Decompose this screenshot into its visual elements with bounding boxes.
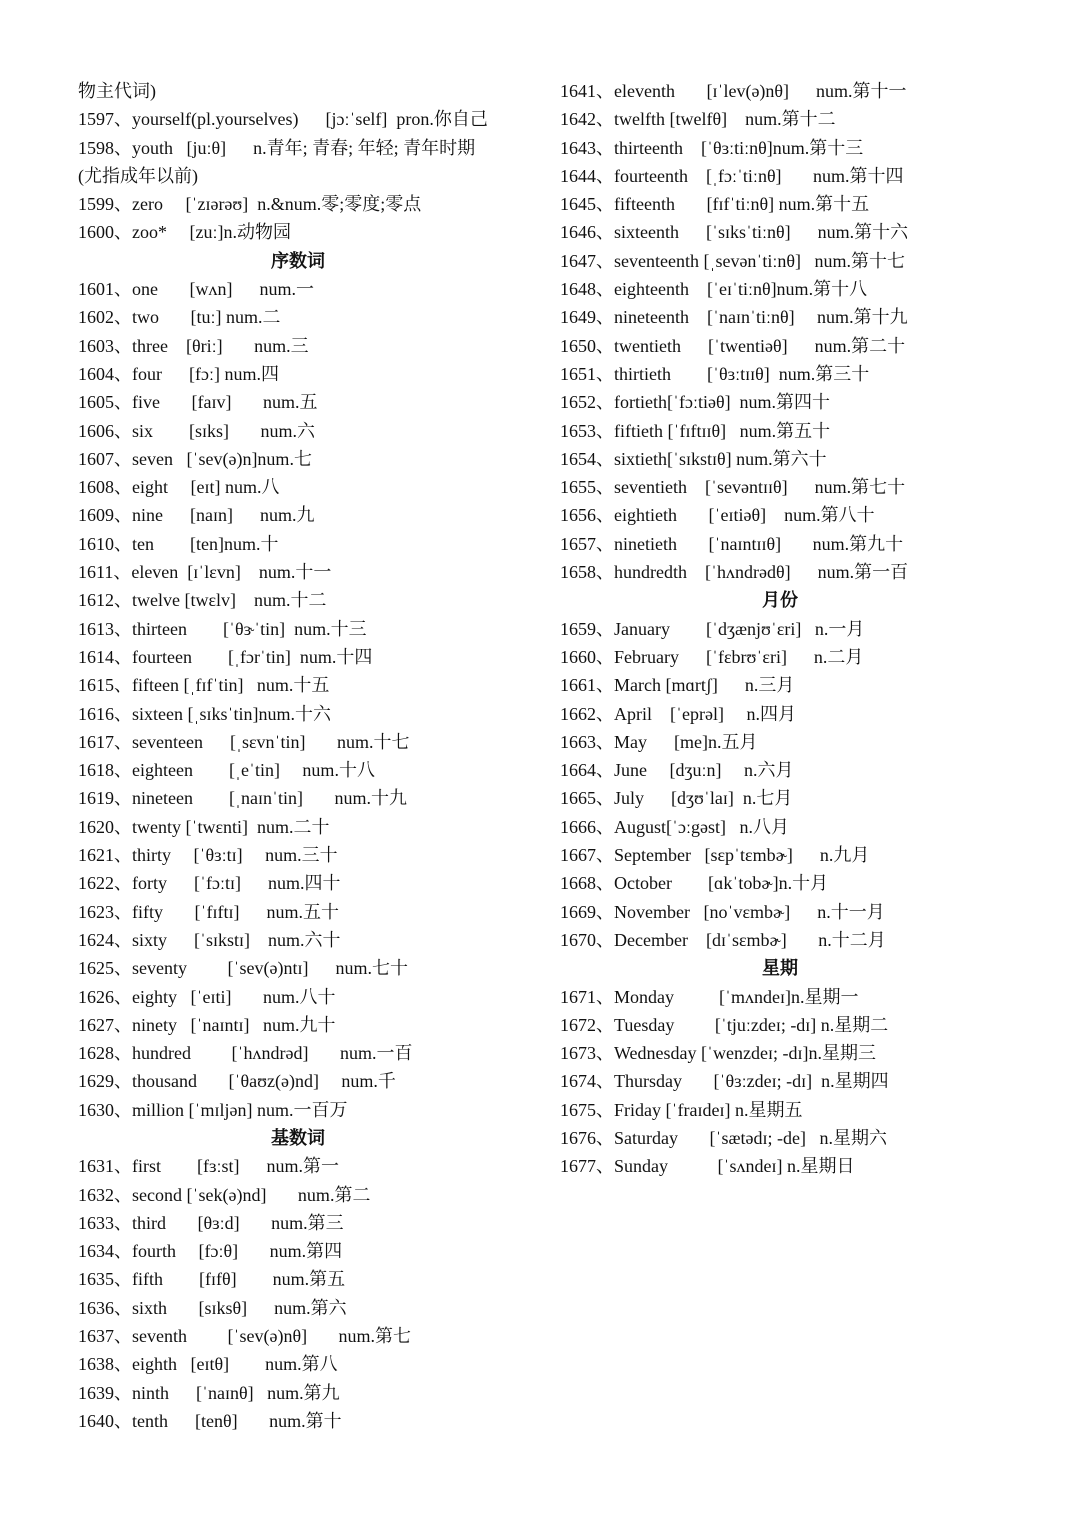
- vocab-entry: 1657、ninetieth [ˈnaɪntɪɪθ] num.第九十: [560, 533, 904, 554]
- vocab-entry: 1609、nine [naɪn] num.九: [78, 505, 315, 526]
- vocab-entry: 1670、December [dɪˈsɛmbɚ] n.十二月: [560, 929, 886, 950]
- vocab-entry: 1623、fifty [ˈfɪftɪ] num.五十: [78, 901, 339, 922]
- vocab-entry: 1675、Friday [ˈfraɪdeɪ] n.星期五: [560, 1099, 803, 1120]
- left-column: [78, 77, 538, 1435]
- vocab-entry: 1660、February [ˈfɛbrʊˈɛri] n.二月: [560, 646, 864, 667]
- vocab-entry: 1601、one [wʌn] num.一: [78, 279, 314, 300]
- vocab-entry: 1621、thirty [ˈθɜːtɪ] num.三十: [78, 845, 338, 866]
- section-heading: 星期: [762, 958, 798, 979]
- vocab-entry: 1648、eighteenth [ˈeɪˈtiːnθ]num.第十八: [560, 279, 868, 300]
- vocab-entry: 1650、twentieth [ˈtwentiəθ] num.第二十: [560, 335, 906, 356]
- vocab-entry: (尤指成年以前): [78, 165, 198, 186]
- vocab-entry: 1615、fifteen [ˌfɪfˈtin] num.十五: [78, 675, 330, 696]
- vocab-entry: 1597、yourself(pl.yourselves) [jɔːˈself] pron.你自己: [78, 109, 488, 130]
- vocab-entry: 1625、seventy [ˈsev(ə)ntɪ] num.七十: [78, 958, 408, 979]
- vocab-entry: 1607、seven [ˈsev(ə)n]num.七: [78, 448, 312, 469]
- vocab-entry: 1635、fifth [fɪfθ] num.第五: [78, 1269, 346, 1290]
- vocab-entry: 1616、sixteen [ˌsɪksˈtin]num.十六: [78, 703, 331, 724]
- vocab-entry: 1644、fourteenth [ˌfɔːˈtiːnθ] num.第十四: [560, 165, 904, 186]
- vocab-entry: 1637、seventh [ˈsev(ə)nθ] num.第七: [78, 1326, 412, 1347]
- vocab-entry: 1608、eight [eɪt] num.八: [78, 477, 280, 498]
- vocab-entry: 1636、sixth [sɪksθ] num.第六: [78, 1297, 347, 1318]
- vocab-entry: 1605、five [faɪv] num.五: [78, 392, 318, 413]
- vocab-entry: 1661、March [mɑrtʃ] n.三月: [560, 675, 795, 696]
- vocab-entry: 1613、thirteen [ˈθɝˈtin] num.十三: [78, 618, 367, 639]
- vocab-entry: 1674、Thursday [ˈθɜːzdeɪ; -dɪ] n.星期四: [560, 1071, 889, 1092]
- vocab-entry: 1653、fiftieth [ˈfɪftɪɪθ] num.第五十: [560, 420, 831, 441]
- vocab-entry: 1619、nineteen [ˌnaɪnˈtin] num.十九: [78, 788, 407, 809]
- section-heading: 月份: [762, 590, 798, 611]
- vocab-entry: 1612、twelve [twɛlv] num.十二: [78, 590, 327, 611]
- vocab-entry: 1626、eighty [ˈeɪti] num.八十: [78, 986, 336, 1007]
- vocab-entry: 1664、June [dʒuːn] n.六月: [560, 760, 794, 781]
- vocab-entry: 1617、seventeen [ˌsɛvnˈtin] num.十七: [78, 731, 410, 752]
- vocab-entry: 1649、nineteenth [ˈnaɪnˈtiːnθ] num.第十九: [560, 307, 908, 328]
- vocab-entry: 1633、third [θɜːd] num.第三: [78, 1212, 344, 1233]
- vocab-entry: 1631、first [fɜːst] num.第一: [78, 1156, 340, 1177]
- vocab-entry: 1598、youth [juːθ] n.青年; 青春; 年轻; 青年时期: [78, 137, 476, 158]
- vocab-entry: 1663、May [me]n.五月: [560, 731, 758, 752]
- vocab-entry: 1666、August[ˈɔːgəst] n.八月: [560, 816, 789, 837]
- vocab-entry: 1641、eleventh [ɪˈlev(ə)nθ] num.第十一: [560, 81, 907, 101]
- vocab-entry: 1629、thousand [ˈθaʊz(ə)nd] num.千: [78, 1071, 396, 1092]
- vocab-entry: 1671、Monday [ˈmʌndeɪ]n.星期一: [560, 986, 859, 1007]
- section-heading: 序数词: [271, 250, 325, 271]
- vocab-entry: 1604、four [fɔː] num.四: [78, 363, 279, 384]
- vocab-entry: 1606、six [sɪks] num.六: [78, 420, 316, 441]
- vocab-entry: 1632、second [ˈsek(ə)nd] num.第二: [78, 1184, 371, 1205]
- vocab-entry: 1638、eighth [eɪtθ] num.第八: [78, 1354, 338, 1375]
- vocab-entry: 1677、Sunday [ˈsʌndeɪ] n.星期日: [560, 1156, 855, 1177]
- vocab-entry: 1611、eleven [ɪˈlɛvn] num.十一: [78, 562, 332, 583]
- vocab-entry: 1669、November [noˈvɛmbɚ] n.十一月: [560, 901, 885, 922]
- vocab-entry: 1662、April [ˈeprəl] n.四月: [560, 703, 796, 724]
- vocab-entry: 1676、Saturday [ˈsætədɪ; -de] n.星期六: [560, 1127, 887, 1148]
- vocab-entry: 1645、fifteenth [fɪfˈtiːnθ] num.第十五: [560, 194, 870, 215]
- vocab-entry: 1667、September [sɛpˈtɛmbɚ] n.九月: [560, 845, 870, 866]
- vocab-entry: 1618、eighteen [ˌeˈtin] num.十八: [78, 760, 375, 781]
- vocab-entry: 物主代词): [78, 81, 156, 101]
- right-column: [560, 77, 1000, 1181]
- vocab-entry: 1646、sixteenth [ˈsɪksˈtiːnθ] num.第十六: [560, 222, 909, 243]
- vocab-entry: 1634、fourth [fɔːθ] num.第四: [78, 1241, 343, 1262]
- vocab-entry: 1652、fortieth[ˈfɔːtiəθ] num.第四十: [560, 392, 831, 413]
- vocab-entry: 1630、million [ˈmɪljən] num.一百万: [78, 1099, 348, 1120]
- vocab-entry: 1620、twenty [ˈtwɛnti] num.二十: [78, 816, 330, 837]
- vocab-entry: 1610、ten [ten]num.十: [78, 533, 279, 554]
- vocab-entry: 1672、Tuesday [ˈtjuːzdeɪ; -dɪ] n.星期二: [560, 1014, 889, 1035]
- vocab-entry: 1640、tenth [tenθ] num.第十: [78, 1410, 342, 1431]
- vocab-entry: 1624、sixty [ˈsɪkstɪ] num.六十: [78, 929, 341, 950]
- vocab-entry: 1600、zoo* [zuː]n.动物园: [78, 222, 291, 243]
- vocab-entry: 1656、eightieth [ˈeɪtiəθ] num.第八十: [560, 505, 875, 526]
- vocab-entry: 1668、October [ɑkˈtobɚ]n.十月: [560, 873, 829, 894]
- vocab-entry: 1642、twelfth [twelfθ] num.第十二: [560, 109, 836, 130]
- vocab-entry: 1665、July [dʒʊˈlaɪ] n.七月: [560, 788, 793, 809]
- vocab-entry: 1622、forty [ˈfɔːtɪ] num.四十: [78, 873, 341, 894]
- vocab-entry: 1655、seventieth [ˈsevəntɪɪθ] num.第七十: [560, 477, 906, 498]
- vocab-entry: 1639、ninth [ˈnaɪnθ] num.第九: [78, 1382, 340, 1403]
- vocab-entry: 1643、thirteenth [ˈθɜːtiːnθ]num.第十三: [560, 137, 864, 158]
- vocab-entry: 1659、January [ˈdʒænjʊˈɛri] n.一月: [560, 618, 865, 639]
- vocab-entry: 1654、sixtieth[ˈsɪkstɪθ] num.第六十: [560, 448, 827, 469]
- vocab-entry: 1628、hundred [ˈhʌndrəd] num.一百: [78, 1043, 413, 1064]
- section-heading: 基数词: [271, 1127, 325, 1148]
- vocab-entry: 1673、Wednesday [ˈwenzdeɪ; -dɪ]n.星期三: [560, 1043, 876, 1064]
- vocab-entry: 1627、ninety [ˈnaɪntɪ] num.九十: [78, 1014, 336, 1035]
- vocab-entry: 1599、zero [ˈzɪərəʊ] n.&num.零;零度;零点: [78, 194, 422, 215]
- vocab-entry: 1658、hundredth [ˈhʌndrədθ] num.第一百: [560, 562, 909, 583]
- vocab-entry: 1647、seventeenth [ˌsevənˈtiːnθ] num.第十七: [560, 250, 906, 271]
- vocab-entry: 1614、fourteen [ˌfɔrˈtin] num.十四: [78, 646, 373, 667]
- vocab-entry: 1603、three [θriː] num.三: [78, 335, 309, 356]
- vocab-entry: 1651、thirtieth [ˈθɜːtɪɪθ] num.第三十: [560, 363, 870, 384]
- vocab-entry: 1602、two [tuː] num.二: [78, 307, 281, 328]
